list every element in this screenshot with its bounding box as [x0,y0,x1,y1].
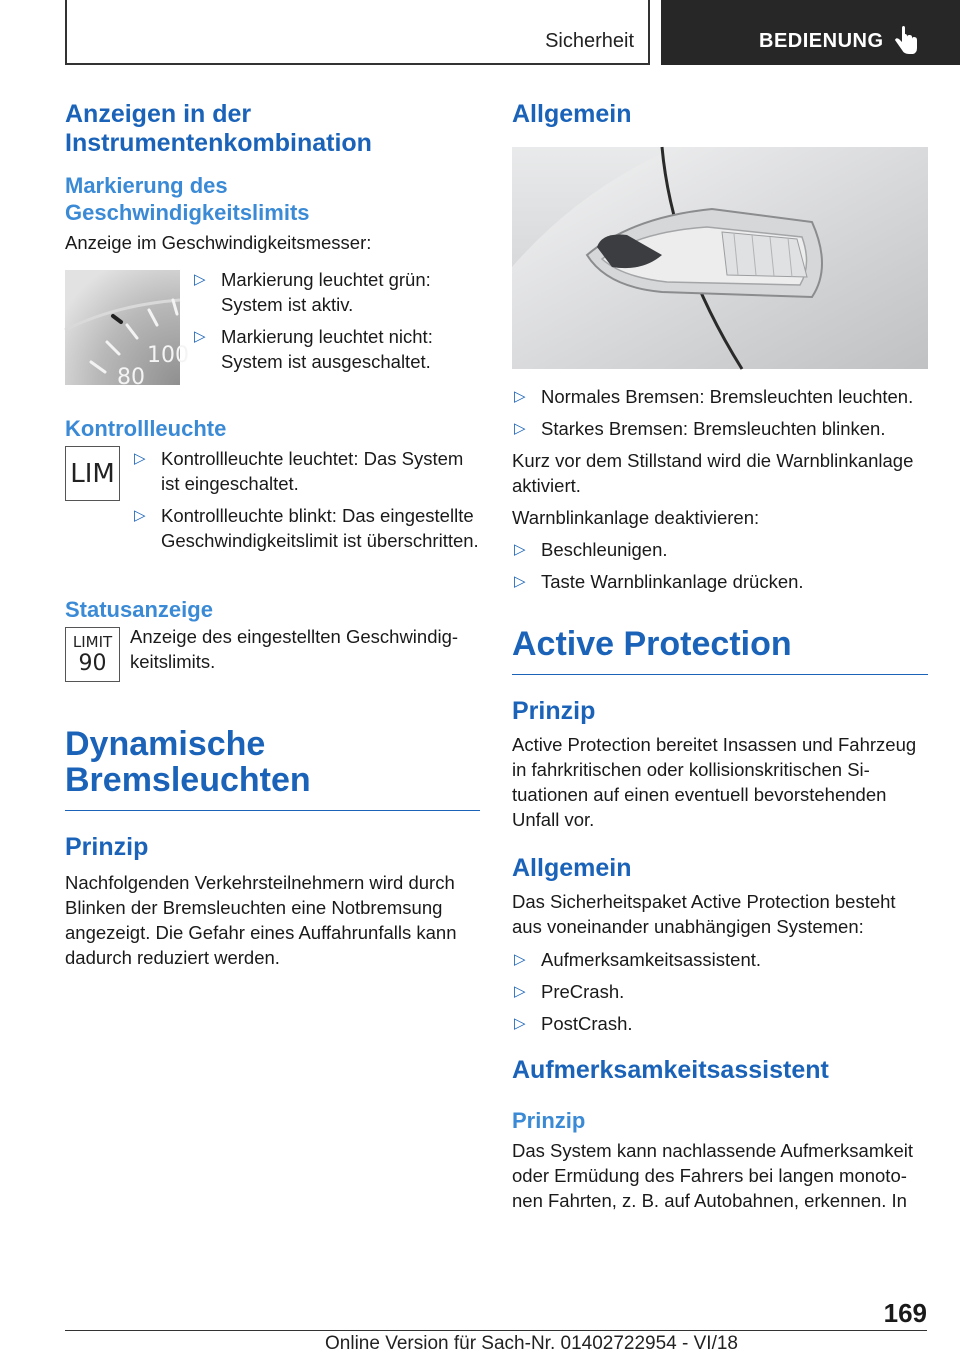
list-item: ▷ Taste Warnblinkanlage drücken. [514,571,804,592]
brake-light-image [512,147,928,369]
list-item: ▷ PostCrash. [514,1013,633,1034]
text-prinzip-ap: Active Protection bereitet Insassen und Fahrzeug in fahrkritischen oder kollisionskritischen Situationen auf einen eventuell bevorstehenden Unfall vor. [512,734,917,830]
list-item: ▷ PreCrash. [514,981,625,1002]
list-item: ▷ Starkes Bremsen: Bremsleuchten blinken. [514,418,886,439]
header-chapter-label: BEDIENUNG [759,30,884,52]
list-item: ▷ Markierung leuchtet grün: System ist aktiv. [194,269,431,315]
status-figure-row [65,627,480,682]
heading-markierung: Markierung des Geschwindigkeitslimits [65,173,310,225]
limit-value: 90 [78,650,107,676]
heading-kontrollleuchte: Kontrollleuchte [65,416,227,441]
list-item: ▷ Kontrollleuchte blinkt: Das eingestellte Geschwindigkeitslimit ist überschritten. [134,505,479,551]
lim-indicator-icon: LIM [65,446,120,501]
heading-dynamische-bremsleuchten: Dynamische Bremsleuchten [65,726,480,811]
kontroll-list [132,446,480,560]
heading-active-protection: Active Protection [512,626,928,675]
kontroll-figure-row [65,446,480,560]
system-list [512,947,928,1036]
text-allgemein-ap: Das Sicherheitspaket Active Protection besteht aus voneinander unabhängigen Systemen: [512,891,896,937]
speedo-label-80: 80 [117,365,145,390]
text-status: Anzeige des eingestellten Geschwindigkeitslimits. [130,626,459,672]
page-number: 169 [883,1298,927,1328]
list-item: ▷ Aufmerksamkeitsassistent. [514,949,762,970]
limit-90-icon [65,627,120,682]
header-chapter-tab[interactable] [661,0,960,65]
heading-prinzip: Prinzip [65,833,149,861]
text-stillstand: Kurz vor dem Stillstand wird die Warnblinkanlage aktiviert. [512,450,914,496]
markierung-figure-row [65,269,480,390]
list-item: ▷ Normales Bremsen: Bremsleuchten leuchten. [514,386,914,407]
heading-statusanzeige: Statusanzeige [65,597,213,622]
text-aufmerksamkeit: Das System kann nachlassende Aufmerksamkeit oder Ermüdung des Fahrers bei langen monotonen Fahrten, z. B. auf Autobahnen, erkennen. In [512,1140,914,1211]
heading-allgemein-ap: Allgemein [512,854,632,882]
heading-aufmerksamkeitsassistent: Aufmerksamkeitsassistent [512,1056,829,1084]
text-prinzip: Nachfolgenden Verkehrsteilnehmern wird durch Blinken der Bremsleuchten eine Notbremsung angezeigt. Die Gefahr eines Auffahrunfalls kann dadurch reduziert werden. [65,872,457,968]
list-item: ▷ Markierung leuchtet nicht: System ist ausgeschaltet. [194,326,433,372]
text-deaktivieren: Warnblinkanlage deaktivieren: [512,507,760,528]
hand-pointer-icon [893,26,919,56]
right-column [512,100,928,1213]
heading-allgemein: Allgemein [512,100,632,128]
footer-version-text: Online Version für Sach-Nr. 01402722954 - VI/18 [325,1333,738,1354]
speedometer-image [65,270,189,390]
header-section-box [65,0,650,65]
footer-rule [65,1330,927,1331]
speedo-label-100: 100 [147,343,189,368]
header-section-title: Sicherheit [545,30,634,52]
brems-list [512,384,928,441]
list-item: ▷ Kontrollleuchte leuchtet: Das System ist eingeschaltet. [134,448,464,494]
text-anzeige: Anzeige im Geschwindigkeitsmesser: [65,232,372,253]
left-column [65,100,480,970]
markierung-list [192,267,480,381]
limit-label: LIMIT [72,632,113,651]
heading-prinzip-aa: Prinzip [512,1108,586,1133]
deaktiv-list [512,537,928,594]
heading-anzeigen: Anzeigen in der Instrumentenkombination [65,100,372,157]
list-item: ▷ Beschleunigen. [514,539,668,560]
heading-prinzip-ap: Prinzip [512,697,596,725]
